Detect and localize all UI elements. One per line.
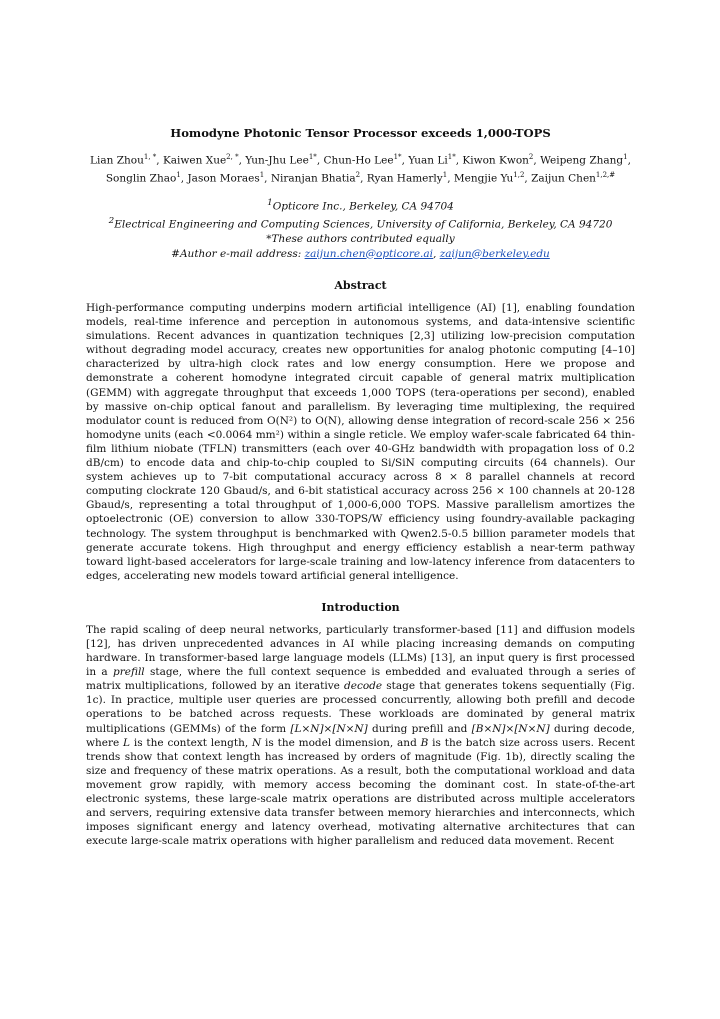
author: Yuan Li — [408, 154, 448, 167]
paper-title: Homodyne Photonic Tensor Processor exceeds 1,000-TOPS — [170, 126, 551, 140]
author: Lian Zhou — [90, 154, 144, 167]
introduction-heading: Introduction — [321, 600, 400, 614]
author: Yun-Jhu Lee — [245, 154, 309, 167]
author: Niranjan Bhatia — [270, 172, 356, 185]
paper-page — [86, 126, 635, 848]
email-link-opticore[interactable]: zaijun.chen@opticore.ai — [304, 247, 434, 260]
affiliation-2: $^2$Electrical Engineering and Computing Sciences, University of California, Berkeley, CA 94720 — [108, 216, 613, 231]
equal-contribution-note: *These authors contributed equally — [266, 233, 455, 245]
affiliation-1: $^1$Opticore Inc., Berkeley, CA 94704 — [267, 198, 454, 213]
author: Weipeng Zhang — [540, 154, 624, 167]
author: Ryan Hamerly — [366, 172, 443, 185]
abstract-heading: Abstract — [334, 279, 387, 292]
author: Zaijun Chen — [531, 172, 596, 185]
email-link-berkeley[interactable]: zaijun@berkeley.edu — [439, 247, 550, 260]
author: Jason Moraes — [187, 172, 260, 185]
author: Chun-Ho Lee — [323, 154, 394, 167]
abstract-text: High-performance computing underpins modern artificial intelligence (AI) [1], enabling foundation models, real-time inference and perception in autonomous systems, and data-intensive scientific simulations. Recent advances in quantization techniques [2,3] utilizing low-precision computation without degrading model accuracy, creates new opportunities for analog photonic computing [4–10] characterized by ultra-high clock rates and low energy consumption. Here we propose and demonstrate a coherent homodyne integrated circuit capable of general matrix multiplication (GEMM) with aggregate throughput that exceeds 1,000 TOPS (tera-operations per second), enabled by massive on-chip optical fanout and parallelism. By leveraging time multiplexing, the required modulator count is reduced from O(N²) to O(N), allowing dense integration of record-scale 256 × 256 homodyne units (each <0.0064 mm²) within a single reticle. We employ wafer-scale fabricated 64 thin-film lithium niobate (TFLN) transmitters (each over 40-GHz bandwidth with propagation loss of 0.2 dB/cm) to encode data and chip-to-chip coupled to Si/SiN computing circuits (64 channels). Our system achieves up to 7-bit computational accuracy across 8 × 8 parallel channels at record computing clockrate 120 Gbaud/s, and 6-bit statistical accuracy across 256 × 100 channels at 20-128 Gbaud/s, representing a total throughput of 1,000-6,000 TOPS. Massive parallelism amortizes the optoelectronic (OE) conversion to allow 330-TOPS/W efficiency using foundry-available packaging technology. The system throughput is benchmarked with Qwen2.5-0.5 billion parameter models that generate accurate tokens. High throughput and energy efficiency establish a near-term pathway toward light-based accelerators for large-scale training and low-latency inference from datacenters to edges, accelerating new models toward artificial general intelligence. — [86, 302, 635, 582]
author: Kaiwen Xue — [162, 154, 227, 167]
introduction-text: The rapid scaling of deep neural networks, particularly transformer-based [11] and diffusion models [12], has driven unprecedented advances in AI while placing increasing demands on computing hardware. In transformer-based large language models (LLMs) [13], an input query is first processed in a prefill stage, where the full context sequence is embedded and evaluated through a series of matrix multiplications, followed by an iterative decode stage that generates tokens sequentially (Fig. 1c). In practice, multiple user queries are processed concurrently, allowing both prefill and decode operations to be batched across requests. These workloads are dominated by general matrix multiplications (GEMMs) of the form [L×N]×[N×N] during prefill and [B×N]×[N×N] during decode, where L is the context length, N is the model dimension, and B is the batch size across users. Recent trends show that context length has increased by orders of magnitude (Fig. 1b), directly scaling the size and frequency of these matrix operations. As a result, both the computational workload and data movement grow rapidly, with memory access becoming the dominant cost. In state-of-the-art electronic systems, these large-scale matrix operations are distributed across multiple accelerators and servers, requiring extensive data transfer between memory hierarchies and interconnects, which imposes significant energy and latency overhead, motivating alternative architectures that can execute large-scale matrix operations with higher parallelism and reduced data movement. Recent — [86, 623, 635, 848]
author: Kiwon Kwon — [462, 154, 529, 167]
affiliations — [86, 196, 635, 261]
author: Mengjie Yu — [453, 172, 514, 185]
author: Songlin Zhao — [105, 172, 177, 185]
author-email-line: #Author e-mail address: zaijun.chen@opticore.ai, zaijun@berkeley.edu — [171, 247, 550, 260]
author-list: Lian Zhou$^{1, *}$, Kaiwen Xue$^{2, *}$, Yun-Jhu Lee$^{1*}$, Chun-Ho Lee$^{1*}$, Yuan $Li^{1*}$, Kiwon Kwon$^2$, Weipeng Zhang$^1$, Songlin Zhao$^1$, Jason Moraes$^1$, Niranjan Bhatia$^2$, Ryan Hamerly$^1$, Mengjie Yu$^{1,2}$, Zaijun Chen$^{1,2,\#}$ — [90, 153, 631, 185]
